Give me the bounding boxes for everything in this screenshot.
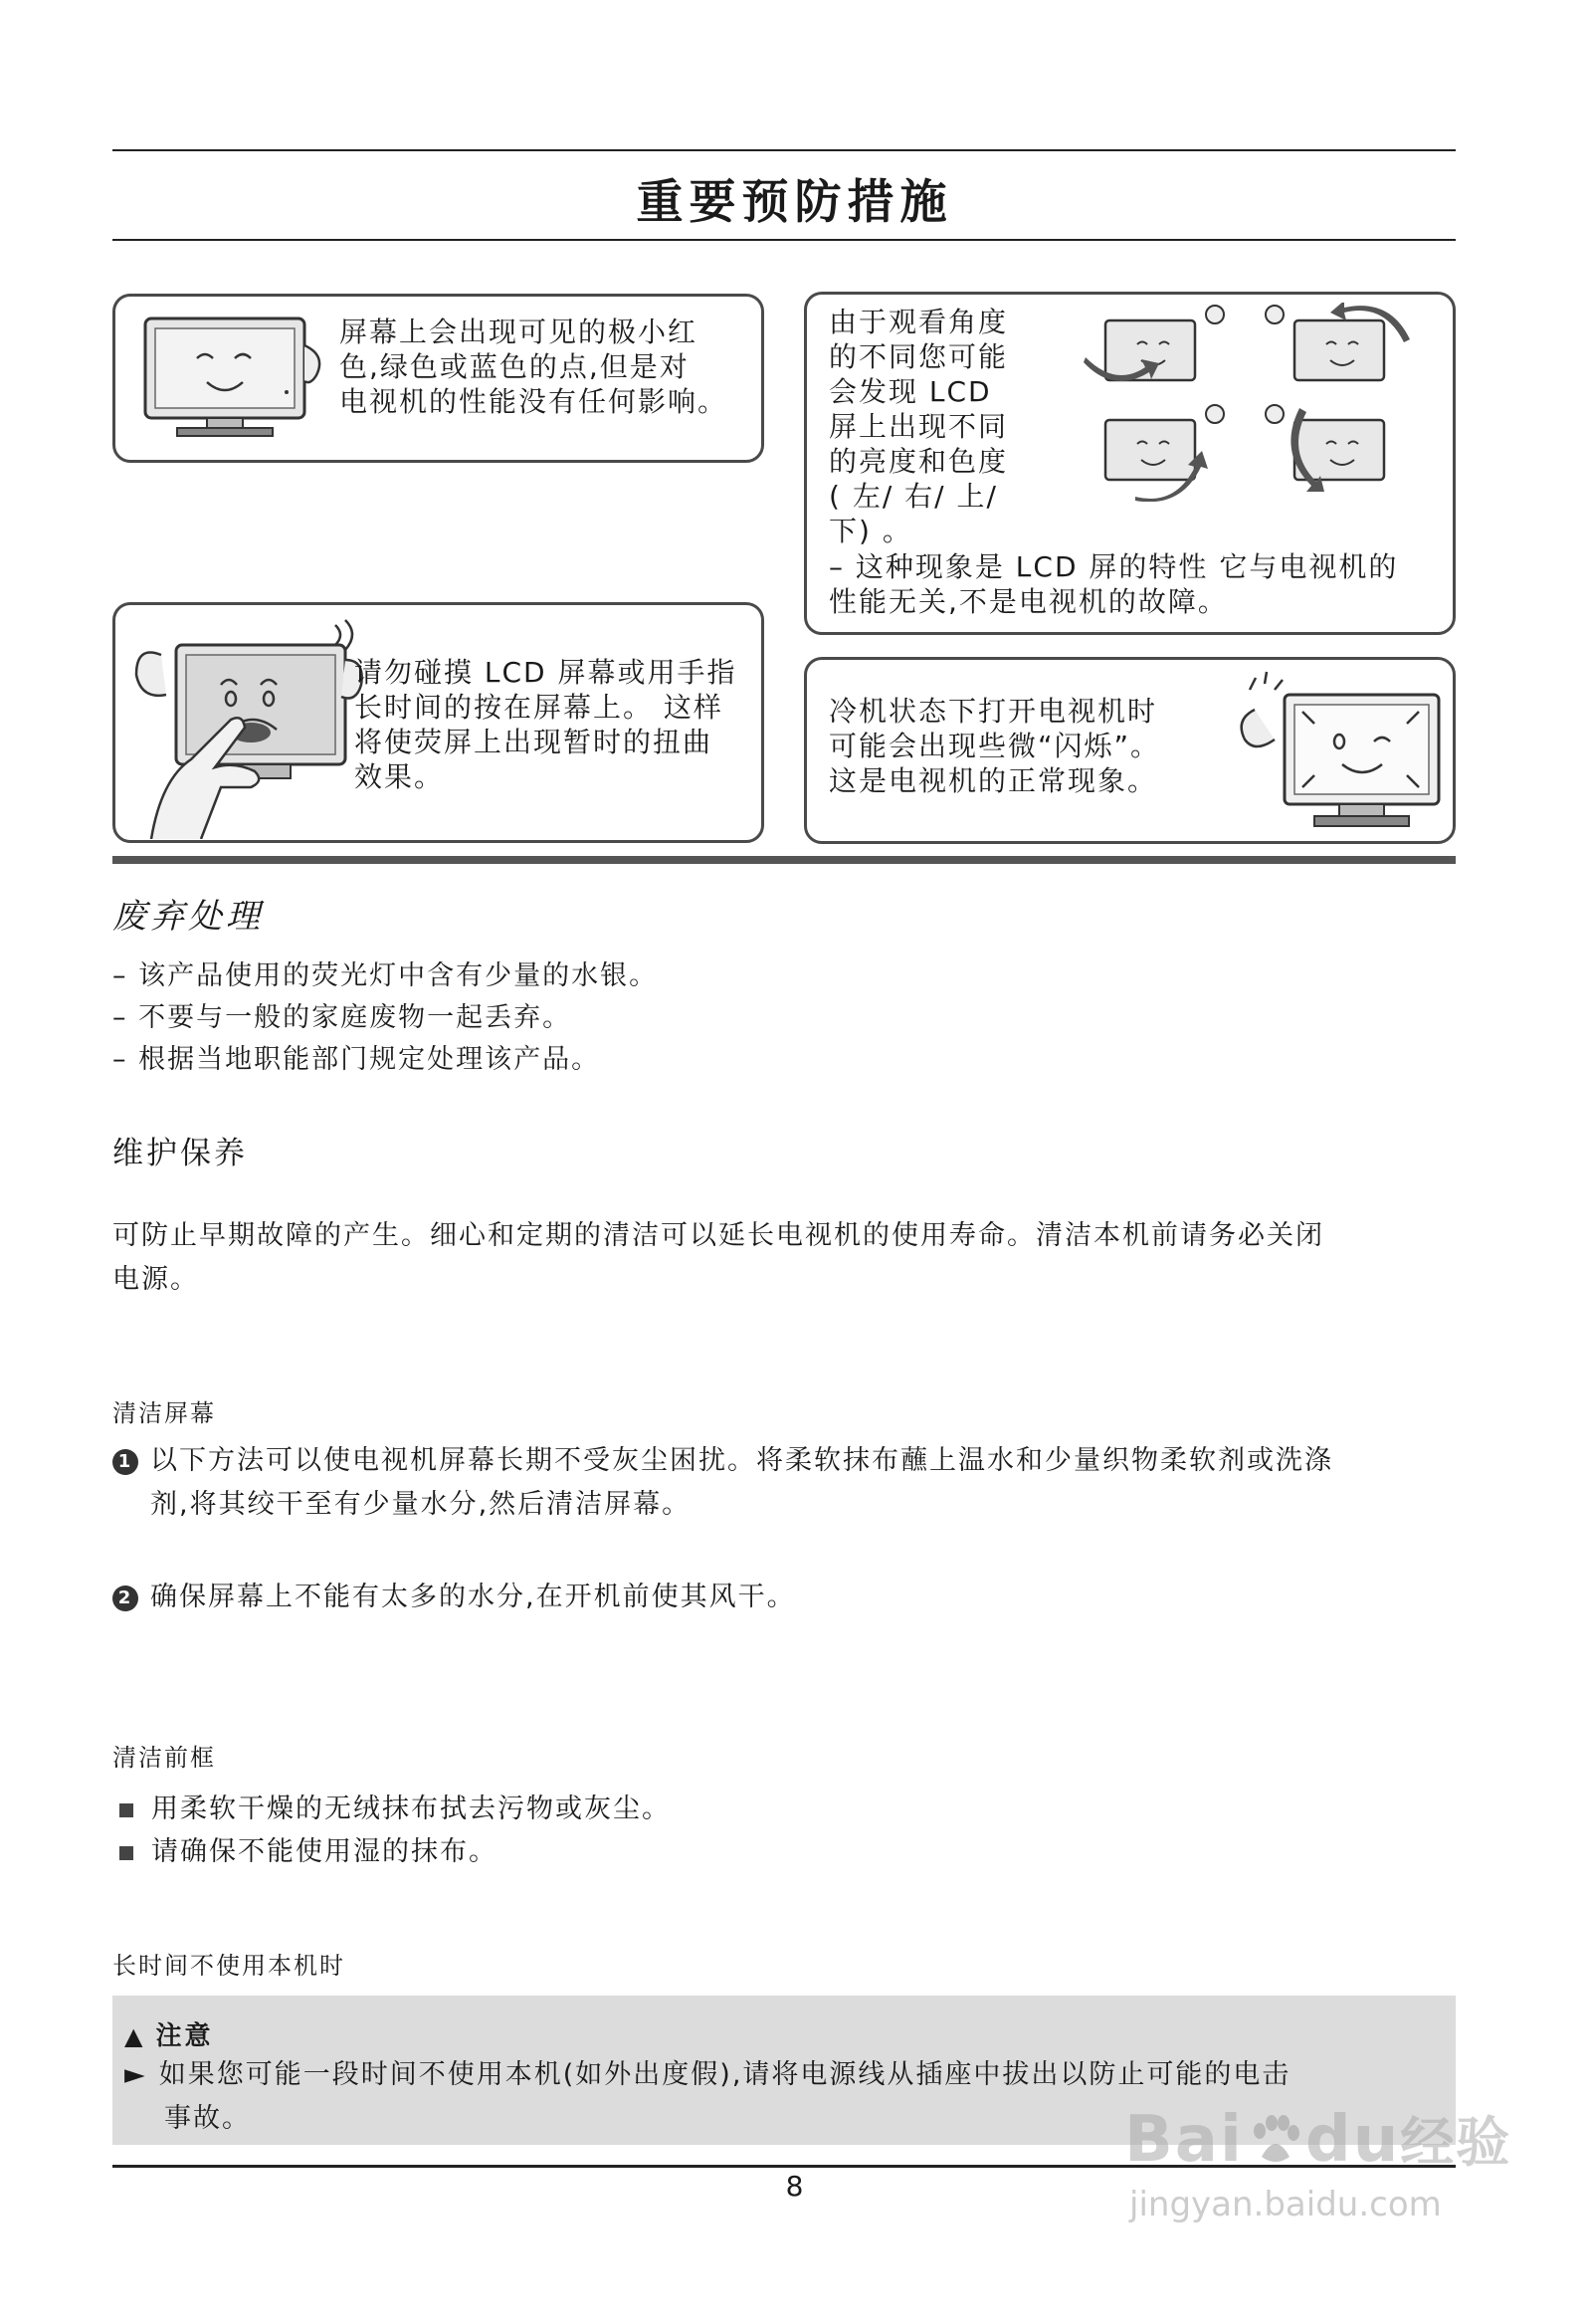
caution-title-row (124, 2015, 213, 2052)
viewing-note-line: 性能无关,不是电视机的故障。 (829, 585, 1228, 618)
dots-line: 色,绿色或蓝色的点,但是对 (339, 350, 690, 383)
viewing-angle-text (829, 305, 1008, 548)
clean-screen-heading: 清洁屏幕 (112, 1399, 216, 1427)
page-number: 8 (785, 2170, 804, 2203)
touch-text (354, 655, 737, 794)
disposal-item: – 不要与一般的家庭废物一起丢弃。 (112, 1002, 572, 1033)
step-1-line: 剂,将其绞干至有少量水分,然后清洁屏幕。 (150, 1489, 692, 1520)
smiling-tv-illustration (137, 311, 336, 450)
clean-frame-item (119, 1787, 671, 1825)
step-1-line: 以下方法可以使电视机屏幕长期不受灰尘困扰。将柔软抹布蘸上温水和少量织物柔软剂或洗涤 (150, 1445, 1333, 1476)
maintenance-intro-line: 电源。 (112, 1264, 199, 1295)
disposal-item: – 该产品使用的荧光灯中含有少量的水银。 (112, 960, 659, 991)
caution-title: 注意 (155, 2021, 214, 2051)
clean-frame-heading: 清洁前框 (112, 1744, 216, 1772)
clean-screen-step-1 (112, 1439, 1476, 1527)
touch-line: 长时间的按在屏幕上。 这样 (354, 691, 723, 724)
viewing-line: 下) 。 (829, 515, 912, 547)
viewing-line: 屏上出现不同 (829, 410, 1009, 443)
paw-icon (1248, 2109, 1301, 2163)
clean-frame-item-text: 请确保不能使用湿的抹布。 (151, 1836, 497, 1867)
step-number-2: 2 (112, 1585, 138, 1611)
caution-line: 事故。 (164, 2103, 251, 2134)
baidu-watermark-logo (1124, 2100, 1511, 2177)
watermark-url: jingyan.baidu.com (1129, 2185, 1442, 2224)
winking-tv-illustration (1225, 670, 1449, 839)
caution-body (124, 2053, 1291, 2141)
step-number-1: 1 (112, 1449, 138, 1475)
disposal-item: – 根据当地职能部门规定处理该产品。 (112, 1044, 601, 1075)
viewing-line: ( 左/ 右/ 上/ (829, 480, 998, 513)
maintenance-intro (112, 1214, 1466, 1302)
cold-start-line: 这是电视机的正常现象。 (829, 764, 1158, 797)
square-bullet-icon (119, 1846, 133, 1860)
watermark-brand-cn: 经验 (1400, 2111, 1512, 2174)
notice-box-cold-start (804, 657, 1456, 844)
top-rule (112, 149, 1456, 151)
distressed-tv-hand-illustration (121, 615, 365, 839)
play-bullet-icon: ► (124, 2059, 147, 2090)
viewing-line: 的不同您可能 (829, 340, 1009, 373)
cold-start-line: 冷机状态下打开电视机时 (829, 695, 1158, 728)
touch-line: 效果。 (354, 760, 445, 793)
maintenance-intro-line: 可防止早期故障的产生。细心和定期的清洁可以延长电视机的使用寿命。清洁本机前请务必关闭 (112, 1220, 1324, 1251)
clean-frame-item (119, 1829, 497, 1868)
watermark-brand-b: du (1304, 2103, 1401, 2177)
dots-text (339, 315, 727, 419)
cold-start-text (829, 694, 1160, 798)
rotating-tv-illustration (1076, 303, 1444, 502)
dots-line: 屏幕上会出现可见的极小红 (339, 316, 698, 348)
notice-box-viewing-angle (804, 292, 1456, 635)
step-2-text: 确保屏幕上不能有太多的水分,在开机前使其风干。 (150, 1582, 796, 1612)
clean-screen-step-2 (112, 1575, 796, 1613)
viewing-angle-note (829, 549, 1398, 619)
dots-line: 电视机的性能没有任何影响。 (339, 385, 728, 418)
watermark-brand-a: Bai (1124, 2103, 1244, 2177)
touch-line: 请勿碰摸 LCD 屏幕或用手指 (354, 656, 737, 689)
title-underline (112, 239, 1456, 241)
clean-frame-item-text: 用柔软干燥的无绒抹布拭去污物或灰尘。 (151, 1794, 671, 1824)
page-title: 重要预防措施 (636, 175, 953, 230)
warning-triangle-icon: ▲ (124, 2022, 146, 2050)
square-bullet-icon (119, 1803, 133, 1817)
notice-box-touch (112, 602, 764, 843)
viewing-line: 由于观看角度 (829, 306, 1009, 338)
viewing-line: 会发现 LCD (829, 375, 992, 408)
notice-box-dots (112, 294, 764, 463)
touch-line: 将使荧屏上出现暂时的扭曲 (354, 726, 713, 758)
viewing-line: 的亮度和色度 (829, 445, 1009, 478)
viewing-note-line: – 这种现象是 LCD 屏的特性 它与电视机的 (829, 550, 1399, 583)
disposal-heading: 废弃处理 (112, 897, 264, 937)
caution-line: 如果您可能一段时间不使用本机(如外出度假),请将电源线从插座中拔出以防止可能的电击 (158, 2059, 1291, 2090)
cold-start-line: 可能会出现些微“闪烁”。 (829, 730, 1161, 762)
long-unused-heading: 长时间不使用本机时 (112, 1952, 345, 1980)
section-divider (112, 856, 1456, 864)
maintenance-heading: 维护保养 (112, 1136, 248, 1171)
